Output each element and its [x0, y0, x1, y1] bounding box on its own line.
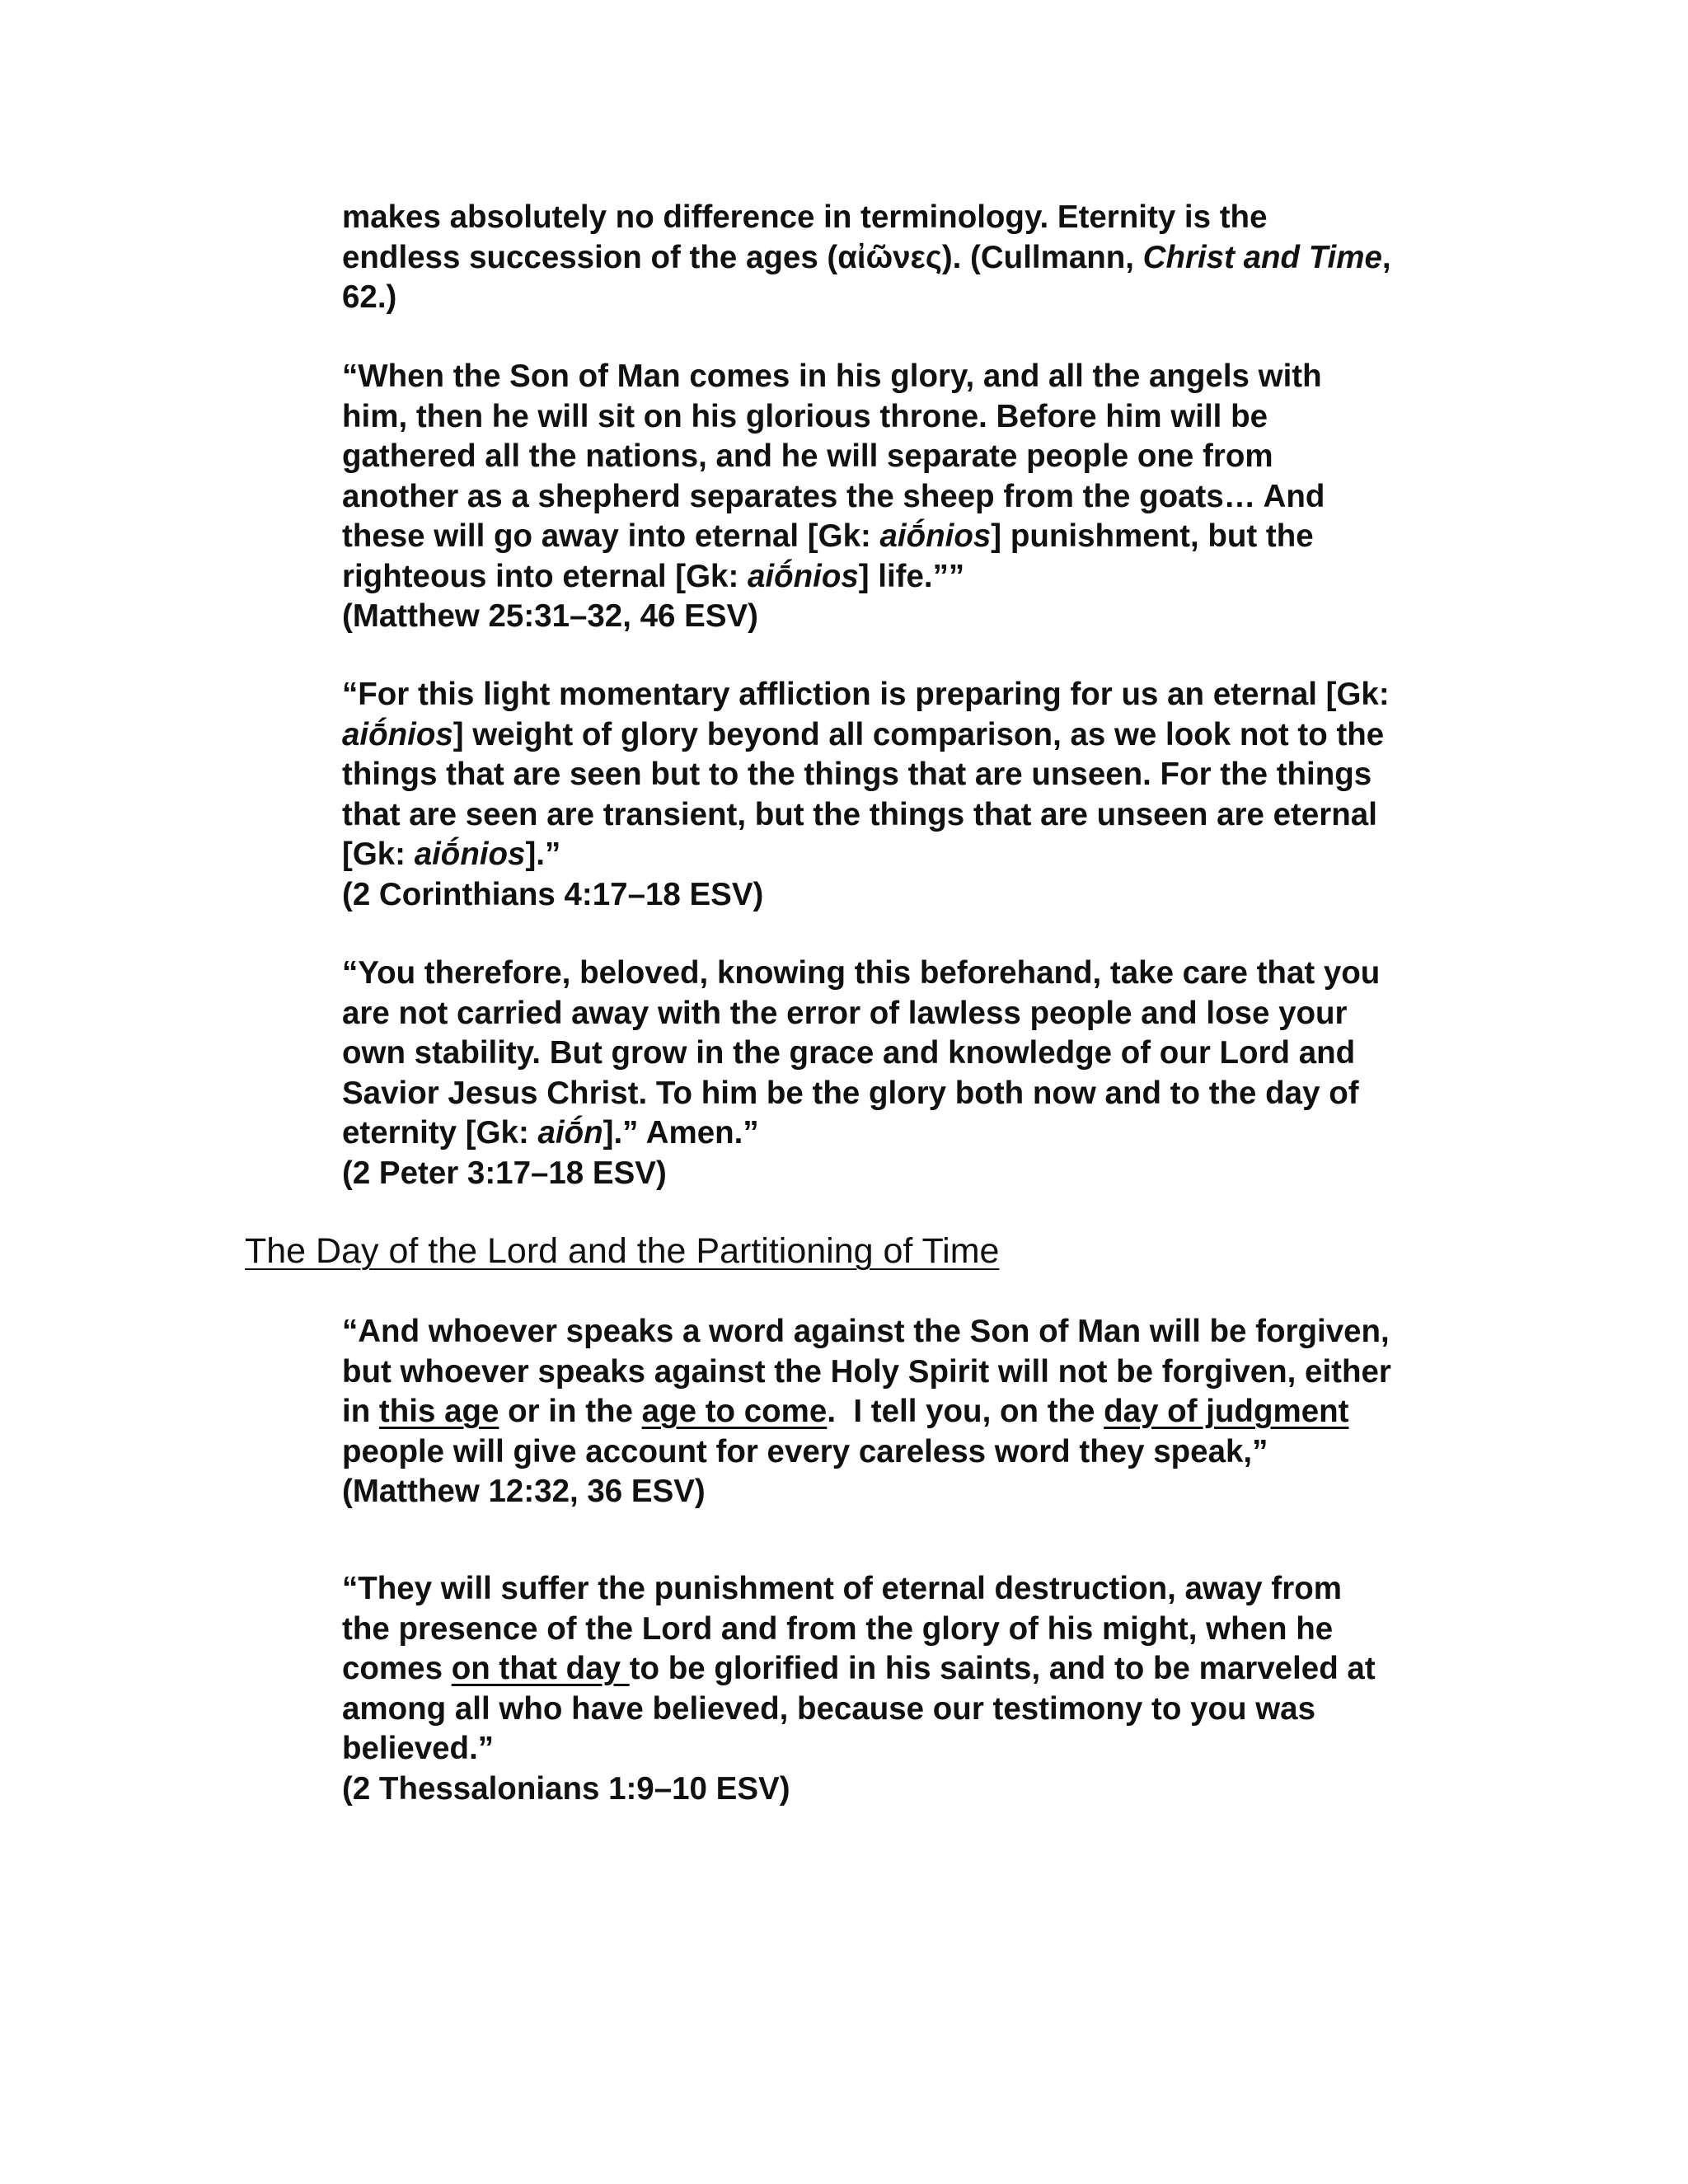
- text-line: [342, 1729, 1438, 1769]
- text-line: [342, 198, 1438, 238]
- text-line: [342, 557, 1438, 598]
- text-segment: eternity [Gk:: [342, 1115, 538, 1151]
- text-line: [342, 1074, 1438, 1114]
- text-segment: are not carried away with the error of lawless people and lose your: [342, 995, 1348, 1031]
- text-line: [342, 278, 1438, 318]
- text-segment: (2 Thessalonians 1:9–10 ESV): [342, 1770, 790, 1807]
- text-segment: (2 Corinthians 4:17–18 ESV): [342, 876, 764, 912]
- text-line: [342, 357, 1438, 397]
- text-line: [342, 397, 1438, 438]
- text-line: [342, 994, 1438, 1034]
- text-segment: ] punishment, but the: [991, 518, 1314, 554]
- 2-corinthians-4-quote-block: [342, 675, 1438, 915]
- text-segment: that are seen are transient, but the things that are unseen are eternal: [342, 796, 1377, 832]
- text-line: [342, 597, 1438, 637]
- text-line: [342, 795, 1438, 836]
- text-line: [342, 437, 1438, 477]
- text-segment: believed.”: [342, 1731, 495, 1766]
- text-segment: in: [342, 1394, 379, 1429]
- text-line: [342, 1154, 1438, 1194]
- text-line: [342, 1569, 1438, 1610]
- greek-term: aiṓn: [537, 1115, 603, 1151]
- text-segment: ].” Amen.”: [603, 1115, 759, 1151]
- text-segment: things that are seen but to the things that are unseen. For the things: [342, 757, 1372, 792]
- underlined-phrase: day of judgment: [1104, 1394, 1349, 1429]
- text-line: [342, 1113, 1438, 1154]
- 2-thessalonians-1-quote-block: [342, 1569, 1438, 1809]
- text-line: [342, 675, 1438, 715]
- text-segment: “For this light momentary affliction is preparing for us an eternal [Gk:: [342, 677, 1390, 712]
- greek-term: aiṓnios: [879, 518, 992, 554]
- text-line: [342, 477, 1438, 518]
- text-segment: “When the Son of Man comes in his glory, and all the angels with: [342, 359, 1322, 394]
- text-segment: to be glorified in his saints, and to be marveled at: [629, 1651, 1376, 1686]
- text-segment: own stability. But grow in the grace and knowledge of our Lord and: [342, 1035, 1356, 1071]
- text-segment: 62.): [342, 279, 397, 315]
- text-line: [342, 755, 1438, 795]
- underlined-phrase: age to come: [641, 1394, 828, 1429]
- greek-term: aiṓnios: [747, 558, 859, 594]
- text-line: [342, 875, 1438, 916]
- text-segment: ].”: [525, 837, 561, 872]
- text-line: [342, 835, 1438, 875]
- text-line: [342, 1610, 1438, 1650]
- matthew-12-quote-block: [342, 1312, 1438, 1512]
- text-segment: endless succession of the ages (αἰῶνες). (Cullmann,: [342, 239, 1143, 275]
- underlined-phrase: this age: [378, 1394, 499, 1429]
- text-line: [342, 954, 1438, 994]
- text-segment: (Matthew 25:31–32, 46 ESV): [342, 598, 758, 634]
- greek-term: Christ and Time: [1142, 239, 1382, 275]
- greek-term: aiṓnios: [414, 837, 526, 872]
- text-segment: people will give account for every careless word they speak,”: [342, 1433, 1268, 1469]
- text-segment: “They will suffer the punishment of eternal destruction, away from: [342, 1571, 1342, 1606]
- text-segment: ,: [1381, 239, 1391, 275]
- text-segment: righteous into eternal [Gk:: [342, 558, 748, 594]
- text-segment: or in the: [499, 1394, 642, 1429]
- greek-term: aiṓnios: [342, 716, 453, 752]
- text-segment: the presence of the Lord and from the glory of his might, when he: [342, 1610, 1334, 1647]
- section-heading: The Day of the Lord and the Partitioning of Time: [245, 1231, 1000, 1271]
- text-line: [342, 1352, 1438, 1393]
- text-segment: . I tell you, on the: [827, 1394, 1104, 1429]
- text-segment: but whoever speaks against the Holy Spirit will not be forgiven, either: [342, 1353, 1391, 1390]
- 2-peter-3-quote-block: [342, 954, 1438, 1193]
- text-segment: [Gk:: [342, 837, 415, 872]
- text-line: [342, 1472, 1438, 1512]
- text-segment: “You therefore, beloved, knowing this beforehand, take care that you: [342, 955, 1381, 991]
- text-line: [342, 517, 1438, 557]
- text-segment: ] life.””: [858, 558, 965, 594]
- text-segment: (2 Peter 3:17–18 ESV): [342, 1155, 667, 1191]
- text-line: [342, 1769, 1438, 1810]
- text-segment: (Matthew 12:32, 36 ESV): [342, 1474, 706, 1509]
- text-segment: ] weight of glory beyond all comparison, as we look not to the: [452, 716, 1385, 752]
- text-segment: among all who have believed, because our testimony to you was: [342, 1690, 1315, 1727]
- text-line: [342, 715, 1438, 756]
- cullmann-quote-block: [342, 198, 1438, 318]
- text-segment: him, then he will sit on his glorious throne. Before him will be: [342, 398, 1268, 434]
- text-line: [342, 1312, 1438, 1352]
- text-line: [342, 1649, 1438, 1690]
- text-line: [342, 1392, 1438, 1432]
- text-segment: gathered all the nations, and he will separate people one from: [342, 438, 1273, 474]
- text-line: [342, 1033, 1438, 1074]
- underlined-phrase: on that day: [451, 1651, 630, 1686]
- text-line: [342, 1432, 1438, 1473]
- text-line: [342, 1690, 1438, 1730]
- text-segment: Savior Jesus Christ. To him be the glory both now and to the day of: [342, 1075, 1359, 1111]
- text-line: [342, 238, 1438, 279]
- text-segment: comes: [342, 1651, 452, 1686]
- text-segment: these will go away into eternal [Gk:: [342, 518, 880, 554]
- text-segment: “And whoever speaks a word against the Son of Man will be forgiven,: [342, 1314, 1390, 1349]
- matthew-25-quote-block: [342, 357, 1438, 637]
- text-segment: makes absolutely no difference in terminology. Eternity is the: [342, 199, 1268, 235]
- text-segment: another as a shepherd separates the sheep from the goats… And: [342, 478, 1325, 514]
